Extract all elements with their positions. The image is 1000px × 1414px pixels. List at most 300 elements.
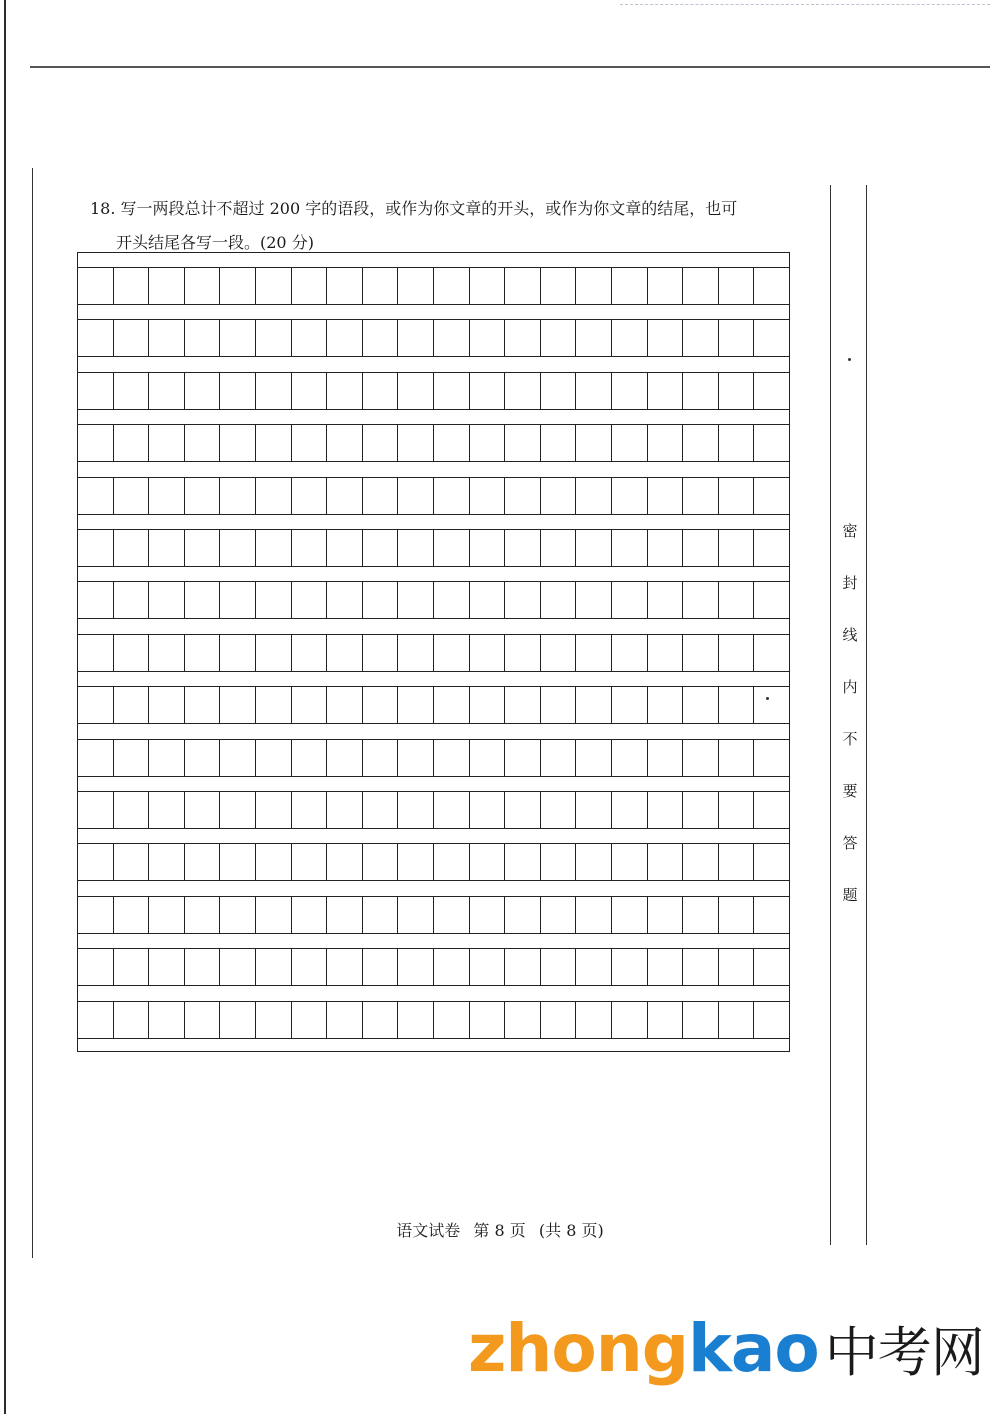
grid-cell[interactable]	[185, 425, 221, 461]
grid-cell[interactable]	[256, 320, 292, 356]
grid-cell[interactable]	[149, 425, 185, 461]
grid-cell[interactable]	[78, 1002, 114, 1038]
grid-cell[interactable]	[719, 1002, 755, 1038]
grid-cell[interactable]	[292, 635, 328, 671]
grid-cell[interactable]	[149, 740, 185, 776]
grid-cell[interactable]	[327, 635, 363, 671]
grid-cell[interactable]	[363, 844, 399, 880]
grid-cell[interactable]	[470, 320, 506, 356]
grid-cell[interactable]	[541, 268, 577, 304]
grid-cell[interactable]	[292, 320, 328, 356]
grid-cell[interactable]	[220, 478, 256, 514]
grid-cell[interactable]	[612, 897, 648, 933]
grid-cell[interactable]	[292, 582, 328, 618]
grid-cell[interactable]	[434, 478, 470, 514]
grid-cell[interactable]	[185, 687, 221, 723]
grid-cell[interactable]	[754, 373, 789, 409]
grid-cell[interactable]	[149, 635, 185, 671]
grid-cell[interactable]	[648, 425, 684, 461]
grid-cell[interactable]	[576, 425, 612, 461]
grid-cell[interactable]	[719, 949, 755, 985]
grid-cell[interactable]	[185, 949, 221, 985]
grid-cell[interactable]	[363, 268, 399, 304]
grid-cell[interactable]	[149, 320, 185, 356]
grid-cell[interactable]	[114, 268, 150, 304]
grid-cell[interactable]	[434, 1002, 470, 1038]
grid-cell[interactable]	[220, 1002, 256, 1038]
grid-cell[interactable]	[256, 740, 292, 776]
grid-cell[interactable]	[754, 897, 789, 933]
grid-cell[interactable]	[363, 1002, 399, 1038]
grid-cell[interactable]	[470, 949, 506, 985]
grid-cell[interactable]	[327, 792, 363, 828]
grid-cell[interactable]	[78, 897, 114, 933]
grid-cell[interactable]	[541, 530, 577, 566]
grid-cell[interactable]	[648, 792, 684, 828]
grid-cell[interactable]	[648, 478, 684, 514]
grid-cell[interactable]	[434, 373, 470, 409]
grid-cell[interactable]	[470, 373, 506, 409]
grid-cell[interactable]	[78, 268, 114, 304]
grid-cell[interactable]	[541, 425, 577, 461]
grid-cell[interactable]	[185, 373, 221, 409]
grid-cell[interactable]	[612, 1002, 648, 1038]
grid-cell[interactable]	[327, 320, 363, 356]
grid-cell[interactable]	[754, 635, 789, 671]
grid-cell[interactable]	[114, 792, 150, 828]
grid-cell[interactable]	[363, 740, 399, 776]
grid-cell[interactable]	[149, 478, 185, 514]
grid-cell[interactable]	[470, 530, 506, 566]
grid-cell[interactable]	[683, 792, 719, 828]
grid-cell[interactable]	[256, 582, 292, 618]
grid-cell[interactable]	[505, 740, 541, 776]
grid-cell[interactable]	[78, 687, 114, 723]
grid-cell[interactable]	[149, 530, 185, 566]
grid-cell[interactable]	[434, 635, 470, 671]
grid-cell[interactable]	[612, 687, 648, 723]
grid-cell[interactable]	[576, 1002, 612, 1038]
grid-cell[interactable]	[292, 373, 328, 409]
grid-cell[interactable]	[648, 530, 684, 566]
grid-cell[interactable]	[648, 582, 684, 618]
grid-cell[interactable]	[398, 635, 434, 671]
grid-cell[interactable]	[434, 425, 470, 461]
grid-cell[interactable]	[470, 844, 506, 880]
grid-cell[interactable]	[505, 320, 541, 356]
grid-cell[interactable]	[292, 897, 328, 933]
grid-cell[interactable]	[754, 478, 789, 514]
grid-cell[interactable]	[398, 897, 434, 933]
grid-cell[interactable]	[398, 844, 434, 880]
grid-cell[interactable]	[648, 740, 684, 776]
grid-cell[interactable]	[434, 582, 470, 618]
grid-cell[interactable]	[576, 478, 612, 514]
grid-cell[interactable]	[220, 844, 256, 880]
grid-cell[interactable]	[719, 792, 755, 828]
grid-cell[interactable]	[648, 320, 684, 356]
grid-cell[interactable]	[327, 740, 363, 776]
grid-cell[interactable]	[576, 844, 612, 880]
grid-cell[interactable]	[434, 268, 470, 304]
grid-cell[interactable]	[327, 687, 363, 723]
grid-cell[interactable]	[719, 687, 755, 723]
grid-cell[interactable]	[754, 844, 789, 880]
grid-cell[interactable]	[754, 792, 789, 828]
grid-cell[interactable]	[612, 740, 648, 776]
grid-cell[interactable]	[683, 1002, 719, 1038]
grid-cell[interactable]	[149, 792, 185, 828]
grid-cell[interactable]	[114, 740, 150, 776]
grid-cell[interactable]	[576, 320, 612, 356]
grid-cell[interactable]	[754, 530, 789, 566]
grid-cell[interactable]	[78, 373, 114, 409]
grid-cell[interactable]	[149, 897, 185, 933]
grid-cell[interactable]	[363, 373, 399, 409]
grid-cell[interactable]	[505, 425, 541, 461]
grid-cell[interactable]	[78, 635, 114, 671]
grid-cell[interactable]	[612, 844, 648, 880]
grid-cell[interactable]	[114, 530, 150, 566]
grid-cell[interactable]	[612, 478, 648, 514]
grid-cell[interactable]	[719, 320, 755, 356]
grid-cell[interactable]	[470, 792, 506, 828]
grid-cell[interactable]	[256, 635, 292, 671]
grid-cell[interactable]	[612, 373, 648, 409]
grid-cell[interactable]	[149, 949, 185, 985]
grid-cell[interactable]	[327, 530, 363, 566]
grid-cell[interactable]	[363, 320, 399, 356]
grid-cell[interactable]	[505, 844, 541, 880]
grid-cell[interactable]	[114, 1002, 150, 1038]
grid-cell[interactable]	[185, 530, 221, 566]
grid-cell[interactable]	[398, 740, 434, 776]
grid-cell[interactable]	[754, 1002, 789, 1038]
grid-cell[interactable]	[648, 268, 684, 304]
grid-cell[interactable]	[576, 268, 612, 304]
grid-cell[interactable]	[719, 582, 755, 618]
grid-cell[interactable]	[576, 949, 612, 985]
grid-cell[interactable]	[612, 530, 648, 566]
grid-cell[interactable]	[363, 687, 399, 723]
grid-cell[interactable]	[541, 373, 577, 409]
grid-cell[interactable]	[505, 635, 541, 671]
grid-cell[interactable]	[149, 844, 185, 880]
grid-cell[interactable]	[683, 373, 719, 409]
grid-cell[interactable]	[648, 949, 684, 985]
grid-cell[interactable]	[683, 268, 719, 304]
grid-cell[interactable]	[434, 687, 470, 723]
grid-cell[interactable]	[576, 740, 612, 776]
grid-cell[interactable]	[363, 582, 399, 618]
grid-cell[interactable]	[398, 530, 434, 566]
grid-cell[interactable]	[256, 268, 292, 304]
grid-cell[interactable]	[541, 635, 577, 671]
grid-cell[interactable]	[470, 582, 506, 618]
grid-cell[interactable]	[114, 897, 150, 933]
grid-cell[interactable]	[541, 740, 577, 776]
grid-cell[interactable]	[648, 373, 684, 409]
grid-cell[interactable]	[78, 740, 114, 776]
grid-cell[interactable]	[505, 949, 541, 985]
grid-cell[interactable]	[185, 320, 221, 356]
grid-cell[interactable]	[398, 1002, 434, 1038]
grid-cell[interactable]	[398, 687, 434, 723]
grid-cell[interactable]	[185, 582, 221, 618]
grid-cell[interactable]	[683, 687, 719, 723]
grid-cell[interactable]	[149, 687, 185, 723]
grid-cell[interactable]	[541, 687, 577, 723]
grid-cell[interactable]	[398, 373, 434, 409]
grid-cell[interactable]	[185, 740, 221, 776]
grid-cell[interactable]	[719, 478, 755, 514]
grid-cell[interactable]	[541, 897, 577, 933]
grid-cell[interactable]	[327, 1002, 363, 1038]
grid-cell[interactable]	[505, 373, 541, 409]
grid-cell[interactable]	[398, 268, 434, 304]
grid-cell[interactable]	[292, 1002, 328, 1038]
grid-cell[interactable]	[683, 635, 719, 671]
grid-cell[interactable]	[185, 478, 221, 514]
grid-cell[interactable]	[434, 792, 470, 828]
grid-cell[interactable]	[719, 373, 755, 409]
grid-cell[interactable]	[149, 268, 185, 304]
grid-cell[interactable]	[505, 687, 541, 723]
grid-cell[interactable]	[505, 792, 541, 828]
grid-cell[interactable]	[541, 320, 577, 356]
grid-cell[interactable]	[185, 635, 221, 671]
grid-cell[interactable]	[220, 320, 256, 356]
grid-cell[interactable]	[327, 949, 363, 985]
grid-cell[interactable]	[220, 268, 256, 304]
grid-cell[interactable]	[470, 687, 506, 723]
grid-cell[interactable]	[398, 320, 434, 356]
grid-cell[interactable]	[256, 530, 292, 566]
grid-cell[interactable]	[719, 844, 755, 880]
grid-cell[interactable]	[505, 582, 541, 618]
grid-cell[interactable]	[683, 320, 719, 356]
grid-cell[interactable]	[114, 478, 150, 514]
grid-cell[interactable]	[292, 268, 328, 304]
grid-cell[interactable]	[754, 320, 789, 356]
grid-cell[interactable]	[185, 792, 221, 828]
grid-cell[interactable]	[505, 530, 541, 566]
grid-cell[interactable]	[292, 687, 328, 723]
grid-cell[interactable]	[220, 740, 256, 776]
grid-cell[interactable]	[505, 268, 541, 304]
grid-cell[interactable]	[434, 949, 470, 985]
grid-cell[interactable]	[612, 425, 648, 461]
grid-cell[interactable]	[78, 478, 114, 514]
grid-cell[interactable]	[434, 530, 470, 566]
grid-cell[interactable]	[149, 373, 185, 409]
grid-cell[interactable]	[220, 897, 256, 933]
grid-cell[interactable]	[220, 373, 256, 409]
grid-cell[interactable]	[612, 792, 648, 828]
grid-cell[interactable]	[220, 582, 256, 618]
grid-cell[interactable]	[292, 478, 328, 514]
grid-cell[interactable]	[149, 582, 185, 618]
grid-cell[interactable]	[683, 478, 719, 514]
grid-cell[interactable]	[719, 425, 755, 461]
grid-cell[interactable]	[292, 530, 328, 566]
grid-cell[interactable]	[114, 635, 150, 671]
grid-cell[interactable]	[505, 478, 541, 514]
grid-cell[interactable]	[719, 740, 755, 776]
grid-cell[interactable]	[683, 844, 719, 880]
grid-cell[interactable]	[398, 425, 434, 461]
grid-cell[interactable]	[576, 373, 612, 409]
grid-cell[interactable]	[505, 1002, 541, 1038]
grid-cell[interactable]	[327, 373, 363, 409]
grid-cell[interactable]	[470, 897, 506, 933]
grid-cell[interactable]	[754, 425, 789, 461]
grid-cell[interactable]	[363, 478, 399, 514]
grid-cell[interactable]	[683, 897, 719, 933]
grid-cell[interactable]	[114, 687, 150, 723]
grid-cell[interactable]	[576, 530, 612, 566]
grid-cell[interactable]	[114, 425, 150, 461]
grid-cell[interactable]	[78, 792, 114, 828]
grid-cell[interactable]	[78, 844, 114, 880]
grid-cell[interactable]	[683, 740, 719, 776]
grid-cell[interactable]	[470, 740, 506, 776]
grid-cell[interactable]	[292, 740, 328, 776]
grid-cell[interactable]	[327, 897, 363, 933]
grid-cell[interactable]	[398, 478, 434, 514]
grid-cell[interactable]	[612, 320, 648, 356]
grid-cell[interactable]	[363, 792, 399, 828]
grid-cell[interactable]	[292, 425, 328, 461]
grid-cell[interactable]	[185, 897, 221, 933]
grid-cell[interactable]	[719, 635, 755, 671]
grid-cell[interactable]	[754, 687, 789, 723]
grid-cell[interactable]	[541, 1002, 577, 1038]
grid-cell[interactable]	[398, 582, 434, 618]
grid-cell[interactable]	[114, 582, 150, 618]
grid-cell[interactable]	[434, 844, 470, 880]
grid-cell[interactable]	[683, 582, 719, 618]
grid-cell[interactable]	[256, 1002, 292, 1038]
grid-cell[interactable]	[576, 687, 612, 723]
grid-cell[interactable]	[149, 1002, 185, 1038]
grid-cell[interactable]	[398, 949, 434, 985]
grid-cell[interactable]	[220, 530, 256, 566]
grid-cell[interactable]	[78, 320, 114, 356]
grid-cell[interactable]	[648, 844, 684, 880]
grid-cell[interactable]	[541, 478, 577, 514]
grid-cell[interactable]	[220, 792, 256, 828]
grid-cell[interactable]	[185, 844, 221, 880]
grid-cell[interactable]	[612, 635, 648, 671]
grid-cell[interactable]	[754, 949, 789, 985]
grid-cell[interactable]	[576, 792, 612, 828]
grid-cell[interactable]	[470, 635, 506, 671]
grid-cell[interactable]	[470, 425, 506, 461]
grid-cell[interactable]	[327, 582, 363, 618]
writing-grid[interactable]	[77, 252, 790, 1052]
grid-cell[interactable]	[648, 897, 684, 933]
grid-cell[interactable]	[256, 844, 292, 880]
grid-cell[interactable]	[78, 530, 114, 566]
grid-cell[interactable]	[719, 268, 755, 304]
grid-cell[interactable]	[220, 687, 256, 723]
grid-cell[interactable]	[220, 635, 256, 671]
grid-cell[interactable]	[292, 949, 328, 985]
grid-cell[interactable]	[78, 425, 114, 461]
grid-cell[interactable]	[78, 949, 114, 985]
grid-cell[interactable]	[754, 268, 789, 304]
grid-cell[interactable]	[114, 949, 150, 985]
grid-cell[interactable]	[220, 949, 256, 985]
grid-cell[interactable]	[470, 1002, 506, 1038]
grid-cell[interactable]	[185, 1002, 221, 1038]
grid-cell[interactable]	[363, 530, 399, 566]
grid-cell[interactable]	[648, 687, 684, 723]
grid-cell[interactable]	[434, 320, 470, 356]
grid-cell[interactable]	[434, 897, 470, 933]
grid-cell[interactable]	[541, 949, 577, 985]
grid-cell[interactable]	[114, 844, 150, 880]
grid-cell[interactable]	[470, 268, 506, 304]
grid-cell[interactable]	[327, 425, 363, 461]
grid-cell[interactable]	[78, 582, 114, 618]
grid-cell[interactable]	[754, 740, 789, 776]
grid-cell[interactable]	[576, 897, 612, 933]
grid-cell[interactable]	[292, 792, 328, 828]
grid-cell[interactable]	[114, 320, 150, 356]
grid-cell[interactable]	[256, 897, 292, 933]
grid-cell[interactable]	[683, 949, 719, 985]
grid-cell[interactable]	[541, 582, 577, 618]
grid-cell[interactable]	[683, 530, 719, 566]
grid-cell[interactable]	[256, 687, 292, 723]
grid-cell[interactable]	[754, 582, 789, 618]
grid-cell[interactable]	[256, 792, 292, 828]
grid-cell[interactable]	[612, 268, 648, 304]
grid-cell[interactable]	[256, 373, 292, 409]
grid-cell[interactable]	[363, 897, 399, 933]
grid-cell[interactable]	[470, 478, 506, 514]
grid-cell[interactable]	[327, 844, 363, 880]
grid-cell[interactable]	[185, 268, 221, 304]
grid-cell[interactable]	[363, 635, 399, 671]
grid-cell[interactable]	[256, 949, 292, 985]
grid-cell[interactable]	[327, 478, 363, 514]
grid-cell[interactable]	[576, 582, 612, 618]
grid-cell[interactable]	[327, 268, 363, 304]
grid-cell[interactable]	[576, 635, 612, 671]
grid-cell[interactable]	[541, 792, 577, 828]
grid-cell[interactable]	[363, 949, 399, 985]
grid-cell[interactable]	[114, 373, 150, 409]
grid-cell[interactable]	[541, 844, 577, 880]
grid-cell[interactable]	[256, 478, 292, 514]
grid-cell[interactable]	[256, 425, 292, 461]
grid-cell[interactable]	[612, 582, 648, 618]
grid-cell[interactable]	[719, 897, 755, 933]
grid-cell[interactable]	[292, 844, 328, 880]
grid-cell[interactable]	[612, 949, 648, 985]
grid-cell[interactable]	[683, 425, 719, 461]
grid-cell[interactable]	[363, 425, 399, 461]
grid-cell[interactable]	[220, 425, 256, 461]
grid-cell[interactable]	[398, 792, 434, 828]
grid-cell[interactable]	[505, 897, 541, 933]
grid-cell[interactable]	[648, 1002, 684, 1038]
grid-cell[interactable]	[648, 635, 684, 671]
grid-cell[interactable]	[719, 530, 755, 566]
